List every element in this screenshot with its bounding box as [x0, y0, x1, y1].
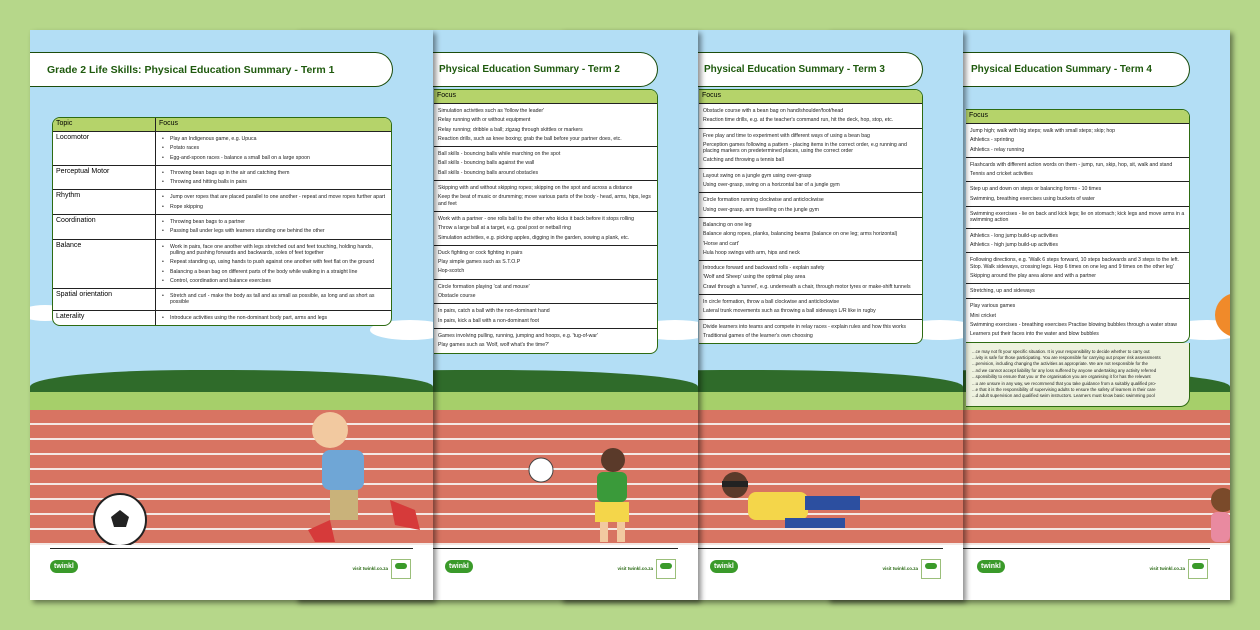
focus-item	[703, 241, 918, 247]
focus-cell	[156, 240, 391, 288]
topic-cell: Spatial orientation	[53, 289, 156, 310]
table-row	[434, 104, 657, 147]
focus-cell	[699, 218, 922, 260]
focus-cell	[966, 299, 1189, 341]
focus-item-text: In pairs, kick a ball with a non-dominant foot	[438, 317, 539, 324]
focus-item	[970, 128, 1185, 134]
topic-cell: Laterality	[53, 311, 156, 325]
focus-cell	[699, 129, 922, 168]
content-column	[434, 89, 658, 354]
focus-item	[438, 268, 653, 274]
bullet-icon: •	[162, 293, 164, 300]
page-title: Physical Education Summary - Term 2	[439, 64, 620, 75]
focus-cell	[156, 215, 391, 239]
focus-item-text: Circle formation playing 'cat and mouse'	[438, 283, 530, 290]
focus-item-text: Throwing bean bags up in the air and catching them	[170, 169, 290, 176]
table-row	[699, 261, 922, 295]
focus-item-text: Athletics - relay running	[970, 146, 1025, 153]
focus-item-text: Throwing bean bags to a partner	[170, 219, 245, 226]
focus-item	[160, 244, 387, 257]
focus-item	[160, 269, 387, 275]
focus-item	[970, 171, 1185, 177]
visit-link[interactable]: visit twinkl.co.za	[352, 566, 388, 571]
table-row	[966, 299, 1189, 341]
focus-cell	[699, 295, 922, 319]
focus-item-text: Free play and time to experiment with different ways of using a bean bag	[703, 132, 870, 139]
diving-player-figure	[722, 472, 860, 528]
table-row	[53, 240, 391, 289]
focus-item	[703, 117, 918, 123]
focus-item	[160, 145, 387, 151]
table-row	[53, 311, 391, 325]
focus-item-text: Ball skills - bouncing balls while marching on the spot	[438, 151, 561, 158]
focus-item	[160, 155, 387, 161]
bullet-icon: •	[162, 268, 164, 275]
focus-item-text: Lateral trunk movements such as throwing a ball sideways L/R like in rugby	[703, 308, 876, 315]
focus-item	[438, 293, 653, 299]
summary-table	[434, 89, 658, 354]
disclaimer-line: ...pervision, including changing the activities as appropriate. We are not responsible for the	[972, 361, 1148, 367]
focus-item-text: Play simple games such as S.T.O.P	[438, 259, 521, 266]
focus-item-text: Ball skills - bouncing balls around obstacles	[438, 169, 539, 176]
focus-item-text: Obstacle course with a bean bag on hand/shoulder/foot/head	[703, 108, 844, 114]
focus-item-text: Hop-scotch	[438, 268, 465, 275]
focus-item-text: 'Horse and cart'	[703, 240, 740, 247]
focus-item-text: Relay running with or without equipment	[438, 117, 531, 124]
focus-item	[970, 273, 1185, 279]
focus-cell	[434, 329, 657, 353]
footer-divider	[50, 548, 413, 549]
focus-cell	[434, 304, 657, 328]
table-row	[434, 212, 657, 246]
table-row	[699, 169, 922, 194]
focus-item	[970, 196, 1185, 202]
twinkl-logo[interactable]: twinkl	[710, 560, 738, 573]
twinkl-logo[interactable]: twinkl	[50, 560, 78, 573]
table-row	[699, 104, 922, 129]
quality-badge-icon	[391, 559, 411, 579]
disclaimer-line: ...sponsibility to ensure that you or the organisation you are organising it for has the relevant	[972, 374, 1151, 380]
focus-item	[438, 308, 653, 314]
table-row	[434, 147, 657, 181]
focus-item	[970, 313, 1185, 319]
table-row	[966, 158, 1189, 183]
focus-item	[438, 342, 653, 348]
table-header	[53, 118, 391, 132]
focus-item-text: Learners put their faces into the water and blow bubbles	[970, 331, 1099, 338]
focus-item-text: Duck fighting or cock fighting in pairs	[438, 249, 523, 256]
focus-cell	[966, 284, 1189, 298]
content-column	[699, 89, 923, 344]
focus-item	[438, 117, 653, 123]
focus-item	[160, 136, 387, 142]
focus-cell	[434, 246, 657, 279]
focus-item	[703, 284, 918, 290]
focus-cell	[699, 193, 922, 217]
focus-cell	[156, 166, 391, 190]
focus-item-text: Athletics - sprinting	[970, 137, 1014, 144]
focus-item	[438, 194, 653, 207]
focus-item-text: Simulation activities such as 'follow the leader'	[438, 108, 545, 114]
table-row	[966, 253, 1189, 284]
topic-cell: Perceptual Motor	[53, 166, 156, 190]
focus-cell	[966, 253, 1189, 283]
focus-item-text: 'Wolf and Sheep' using the optimal play area	[703, 274, 806, 281]
soccer-ball-icon	[94, 494, 146, 546]
table-row	[966, 229, 1189, 254]
table-row	[699, 193, 922, 218]
focus-item-text: Simulation activities, e.g. picking apples, digging in the garden, sowing a plank, etc.	[438, 234, 630, 241]
content-column	[966, 109, 1190, 407]
focus-item	[703, 324, 918, 330]
bullet-icon: •	[162, 259, 164, 266]
focus-item-text: Stretching, up and sideways	[970, 288, 1035, 295]
bullet-icon: •	[162, 136, 164, 142]
focus-item	[970, 242, 1185, 248]
focus-item-text: Skipping around the play area alone and with a partner	[970, 272, 1097, 279]
focus-item	[703, 197, 918, 203]
focus-item	[970, 288, 1185, 294]
focus-item-text: Ball skills - bouncing balls against the wall	[438, 160, 535, 167]
focus-item	[438, 318, 653, 324]
focus-cell	[156, 289, 391, 310]
focus-item	[438, 235, 653, 241]
worksheet-page-term-1[interactable]	[30, 30, 433, 600]
focus-column-header: Focus	[969, 112, 989, 119]
netball-player-figure	[595, 448, 629, 542]
focus-item-text: Play various games	[970, 303, 1016, 310]
table-header	[966, 110, 1189, 124]
table-row	[53, 289, 391, 311]
focus-item-text: Perception games following a pattern - placing items in the correct order, e.g running and placing markers on predetermined places, using the correct order	[703, 141, 907, 155]
focus-item	[703, 222, 918, 228]
focus-item-text: Following directions, e.g. 'Walk 6 steps forward, 10 steps backwards and 3 steps to the left. Stop. Walk sideways, crossing legs. Hop 6 times on one leg and 9 times on the other leg'	[970, 257, 1179, 270]
focus-cell	[156, 132, 391, 165]
page-footer	[30, 545, 433, 600]
bullet-icon: •	[162, 228, 164, 235]
topic-cell: Coordination	[53, 215, 156, 239]
focus-item-text: Swimming, breathing exercises using buckets of water	[970, 195, 1095, 202]
table-row	[434, 280, 657, 305]
focus-item-text: Passing ball under legs with learners standing one behind the other	[170, 228, 325, 235]
focus-item-text: Reaction drills, such as knee boxing; grab the ball before your partner does, etc.	[438, 135, 622, 142]
focus-item	[703, 173, 918, 179]
focus-item-text: Stretch and curl - make the body as tall and as small as possible, as long and as short as possible	[170, 293, 375, 306]
focus-item	[438, 333, 653, 339]
focus-item-text: Throw a large ball at a target, e.g. goal post or netball ring	[438, 225, 571, 232]
focus-cell	[156, 190, 391, 214]
focus-item-text: Athletics - long jump build-up activities	[970, 232, 1058, 239]
page-title: Grade 2 Life Skills: Physical Education Summary - Term 1	[47, 63, 335, 76]
focus-item	[703, 182, 918, 188]
focus-item	[160, 293, 387, 306]
focus-item	[970, 331, 1185, 337]
focus-item-text: Divide learners into teams and compete in relay races - explain rules and how this works	[703, 323, 906, 330]
focus-item	[160, 259, 387, 265]
focus-item-text: Work with a partner - one rolls ball to the other who kicks it back before it stops rolling	[438, 215, 634, 222]
focus-cell	[966, 182, 1189, 206]
focus-item	[438, 225, 653, 231]
focus-item	[970, 162, 1185, 168]
focus-item-text: Using over-grasp, arm travelling on the jungle gym	[703, 206, 819, 213]
focus-item	[438, 136, 653, 142]
focus-item	[160, 170, 387, 176]
focus-item	[970, 303, 1185, 309]
disclaimer-line: ...u are unsure in any way, we recommend that you take guidance from a suitably qualified pro-	[972, 380, 1157, 386]
focus-item	[703, 108, 918, 114]
focus-item	[970, 322, 1185, 328]
focus-item	[703, 265, 918, 271]
table-row	[434, 246, 657, 280]
focus-cell	[434, 104, 657, 146]
focus-item	[160, 219, 387, 225]
focus-item-text: In pairs, catch a ball with the non-dominant hand	[438, 308, 550, 315]
focus-cell	[699, 261, 922, 294]
focus-column-header: Focus	[437, 92, 457, 99]
focus-cell	[156, 311, 391, 325]
bullet-icon: •	[162, 169, 164, 176]
page-title: Physical Education Summary - Term 4	[971, 64, 1152, 75]
topic-column-header: Topic	[53, 118, 156, 131]
focus-item-text: Keep the beat of music or drumming; move various parts of the body - head, arms, hips, legs and feet	[438, 194, 651, 207]
focus-item	[703, 133, 918, 139]
focus-column-header: Focus	[159, 120, 179, 127]
table-row	[434, 304, 657, 329]
focus-item	[438, 160, 653, 166]
bullet-icon: •	[162, 314, 164, 321]
focus-item	[160, 194, 387, 200]
focus-item-text: Reaction time drills, e.g. at the teacher's command run, hit the deck, hop, stop, etc.	[703, 117, 894, 124]
focus-item	[438, 170, 653, 176]
focus-item-text: Work in pairs, face one another with legs stretched out and feet touching, holding hands, pulling and pushing forwards and backwards, soles of feet together	[170, 243, 373, 256]
table-row	[699, 320, 922, 344]
focus-item	[438, 127, 653, 133]
table-header	[434, 90, 657, 104]
quality-badge-icon	[1188, 559, 1208, 579]
focus-cell	[966, 124, 1189, 157]
disclaimer-line: ...nd we cannot accept liability for any loss suffered by anyone undertaking any activity referred	[972, 367, 1157, 373]
focus-item-text: Jump high; walk with big steps; walk with small steps; skip; hop	[970, 128, 1116, 134]
disclaimer-line: ...ivity is safe for those participating. You are responsible for carrying out proper risk assessments	[972, 355, 1161, 361]
table-row	[699, 218, 922, 261]
focus-item-text: Flashcards with different action words on them - jump, run, skip, hop, sit, walk and stand	[970, 161, 1173, 168]
bullet-icon: •	[162, 277, 164, 284]
focus-item-text: Layout swing on a jungle gym using over-grasp	[703, 172, 812, 179]
focus-item	[438, 185, 653, 191]
focus-cell	[699, 104, 922, 128]
topic-cell: Rhythm	[53, 190, 156, 214]
focus-item-text: Hula hoop swings with arm, hips and neck	[703, 249, 800, 256]
bullet-icon: •	[162, 203, 164, 210]
twinkl-logo[interactable]: twinkl	[977, 560, 1005, 573]
focus-item	[703, 250, 918, 256]
focus-item	[970, 211, 1185, 224]
twinkl-logo[interactable]: twinkl	[445, 560, 473, 573]
safety-disclaimer	[966, 343, 1190, 407]
visit-link[interactable]: visit twinkl.co.za	[617, 566, 653, 571]
focus-item	[703, 299, 918, 305]
focus-cell	[699, 169, 922, 193]
table-row	[53, 166, 391, 191]
focus-cell	[434, 181, 657, 211]
table-row	[434, 181, 657, 212]
table-row	[966, 182, 1189, 207]
focus-item	[160, 315, 387, 321]
focus-item-text: Skipping with and without skipping ropes; skipping on the spot and across a distance	[438, 185, 633, 192]
table-row	[966, 284, 1189, 299]
table-header	[699, 90, 922, 104]
disclaimer-line: ...d adult supervision and qualified swim instructors. Learners must know basic swimming pool	[972, 393, 1155, 399]
focus-item	[703, 231, 918, 237]
table-row	[966, 207, 1189, 229]
child-figure	[1211, 488, 1230, 542]
focus-cell	[966, 158, 1189, 182]
focus-item	[703, 157, 918, 163]
quality-badge-icon	[656, 559, 676, 579]
bullet-icon: •	[162, 243, 164, 250]
focus-item	[438, 151, 653, 157]
focus-item	[160, 179, 387, 185]
bullet-icon: •	[162, 219, 164, 226]
focus-item-text: Circle formation running clockwise and anticlockwise	[703, 197, 824, 204]
focus-cell	[434, 147, 657, 180]
focus-item	[703, 333, 918, 339]
topic-cell: Locomotor	[53, 132, 156, 165]
focus-cell	[966, 207, 1189, 228]
focus-cell	[434, 212, 657, 245]
visit-link[interactable]: visit twinkl.co.za	[882, 566, 918, 571]
orange-ball-icon	[1215, 293, 1230, 337]
disclaimer-line: ...e that it is the responsibility of supervising adults to ensure the safety of learners in their care	[972, 387, 1156, 393]
running-boy-figure	[308, 412, 420, 542]
focus-item	[703, 142, 918, 155]
focus-item-text: Using over-grasp, swing on a horizontal bar of a jungle gym	[703, 182, 840, 189]
focus-item-text: Catching and throwing a tennis ball	[703, 157, 784, 164]
focus-item	[160, 228, 387, 234]
focus-item	[970, 233, 1185, 239]
focus-item-text: Swimming exercises - lie on back and kick legs; lie on stomach; kick legs and move arms in a swimming action	[970, 211, 1185, 224]
netball-icon	[529, 458, 553, 482]
focus-item-text: Crawl through a 'tunnel', e.g. underneath a chair, through motor tyres or make-shift tunnels	[703, 283, 911, 290]
focus-cell	[966, 229, 1189, 253]
focus-item	[160, 278, 387, 284]
table-row	[53, 132, 391, 166]
topic-cell: Balance	[53, 240, 156, 288]
focus-item-text: Egg-and-spoon races - balance a small ball on a large spoon	[170, 154, 310, 161]
bullet-icon: •	[162, 194, 164, 201]
bullet-icon: •	[162, 179, 164, 186]
focus-item-text: Step up and down on steps or balancing forms - 10 times	[970, 186, 1102, 193]
focus-item-text: Mini cricket	[970, 312, 996, 319]
focus-cell	[699, 320, 922, 344]
focus-item-text: Repeat standing up, using hands to push against one another with feet flat on the ground	[170, 259, 375, 266]
focus-item-text: Control, coordination and balance exercises	[170, 277, 271, 284]
focus-item	[970, 257, 1185, 270]
summary-table	[966, 109, 1190, 343]
quality-badge-icon	[921, 559, 941, 579]
bullet-icon: •	[162, 154, 164, 161]
focus-item-text: Balancing on one leg	[703, 221, 752, 228]
table-row	[53, 190, 391, 215]
table-row	[699, 295, 922, 320]
page-title: Physical Education Summary - Term 3	[704, 64, 885, 75]
focus-cell	[434, 280, 657, 304]
focus-item-text: Introduce activities using the non-dominant body part, arms and legs	[170, 314, 328, 321]
summary-table	[52, 117, 392, 326]
focus-item-text: Obstacle course	[438, 293, 476, 300]
focus-item	[438, 284, 653, 290]
summary-table	[699, 89, 923, 344]
table-row	[699, 129, 922, 169]
table-row	[966, 124, 1189, 158]
focus-item-text: Play games such as 'Wolf, wolf what's the time?'	[438, 342, 549, 349]
focus-item-text: Potato races	[170, 145, 200, 152]
focus-item-text: Tennis and cricket activities	[970, 171, 1033, 178]
focus-item-text: Swimming exercises - breathing exercises Practise blowing bubbles through a water straw	[970, 322, 1178, 329]
focus-item	[438, 108, 653, 114]
focus-item-text: Jump over ropes that are placed parallel to one another - repeat and move ropes further apart	[170, 194, 386, 201]
focus-item-text: Play an Indigenous game, e.g. Upuca	[170, 136, 257, 142]
focus-item	[703, 207, 918, 213]
focus-item	[438, 216, 653, 222]
content-column	[52, 117, 392, 326]
focus-item-text: Balancing a bean bag on different parts of the body while walking in a straight line	[170, 268, 358, 275]
focus-column-header: Focus	[702, 92, 722, 99]
focus-item	[160, 204, 387, 210]
focus-item-text: Balance along ropes, planks, balancing beams (balance on one leg; arms horizontal)	[703, 231, 898, 238]
focus-item-text: Rope skipping	[170, 203, 203, 210]
table-row	[434, 329, 657, 353]
focus-item	[970, 147, 1185, 153]
focus-item-text: In circle formation, throw a ball clockwise and anticlockwise	[703, 299, 840, 306]
focus-item-text: Games involving pulling, running, jumping and hoops, e.g. 'tug-of-war'	[438, 332, 599, 339]
focus-item	[703, 274, 918, 280]
focus-item-text: Athletics - high jump build-up activities	[970, 241, 1058, 248]
focus-item	[703, 308, 918, 314]
bullet-icon: •	[162, 145, 164, 152]
table-row	[53, 215, 391, 240]
focus-item	[438, 259, 653, 265]
focus-item	[438, 250, 653, 256]
disclaimer-line: ...ce may not fit your specific situation. It is your responsibility to decide whether to carry out	[972, 348, 1150, 354]
focus-item	[970, 137, 1185, 143]
focus-item	[970, 186, 1185, 192]
focus-item-text: Relay running; dribble a ball; zigzag through skittles or markers	[438, 126, 583, 133]
focus-item-text: Traditional games of the learner's own choosing	[703, 332, 813, 339]
focus-item-text: Throwing and hitting balls in pairs	[170, 179, 247, 186]
focus-item-text: Introduce forward and backward rolls - explain safety	[703, 265, 825, 272]
visit-link[interactable]: visit twinkl.co.za	[1149, 566, 1185, 571]
